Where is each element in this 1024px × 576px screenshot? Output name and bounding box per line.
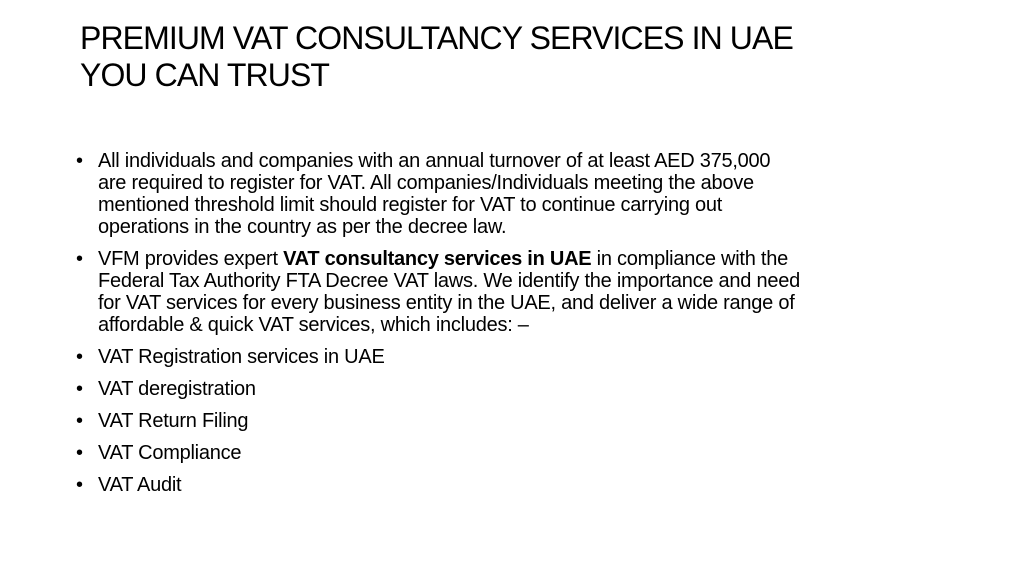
bullet-item-turnover-threshold (76, 150, 956, 238)
text-line: for VAT services for every business entity in the UAE, and deliver a wide range of (98, 292, 795, 314)
text-line: affordable & quick VAT services, which includes: – (98, 314, 529, 336)
bullet-marker: • (76, 474, 83, 496)
text-line: are required to register for VAT. All companies/Individuals meeting the above (98, 172, 754, 194)
bullet-list (76, 150, 956, 506)
bold-keyword: VAT consultancy services in UAE (283, 248, 592, 270)
bullet-item-service (76, 378, 956, 400)
service-label: VAT Audit (98, 474, 182, 496)
text-line: All individuals and companies with an annual turnover of at least AED 375,000 (98, 150, 771, 172)
bullet-marker: • (76, 410, 83, 432)
bullet-item-service (76, 442, 956, 464)
text-span: VFM provides expert (98, 248, 284, 270)
bullet-item-vfm-services (76, 248, 956, 336)
bullet-marker: • (76, 346, 83, 368)
service-label: VAT deregistration (98, 378, 256, 400)
service-label: VAT Return Filing (98, 410, 249, 432)
bullet-marker: • (76, 248, 83, 270)
service-label: VAT Compliance (98, 442, 242, 464)
text-line: Federal Tax Authority FTA Decree VAT laws. We identify the importance and need (98, 270, 800, 292)
bullet-item-service (76, 346, 956, 368)
bullet-item-service (76, 410, 956, 432)
text-line (98, 248, 956, 270)
bullet-marker: • (76, 150, 83, 172)
slide-title (80, 20, 960, 94)
title-line: PREMIUM VAT CONSULTANCY SERVICES IN UAE (80, 20, 793, 56)
bullet-item-service (76, 474, 956, 496)
bullet-marker: • (76, 442, 83, 464)
service-label: VAT Registration services in UAE (98, 346, 385, 368)
text-line: mentioned threshold limit should register for VAT to continue carrying out (98, 194, 723, 216)
text-line: operations in the country as per the decree law. (98, 216, 507, 238)
bullet-marker: • (76, 378, 83, 400)
text-span: in compliance with the (591, 248, 788, 270)
title-line: YOU CAN TRUST (80, 57, 330, 93)
